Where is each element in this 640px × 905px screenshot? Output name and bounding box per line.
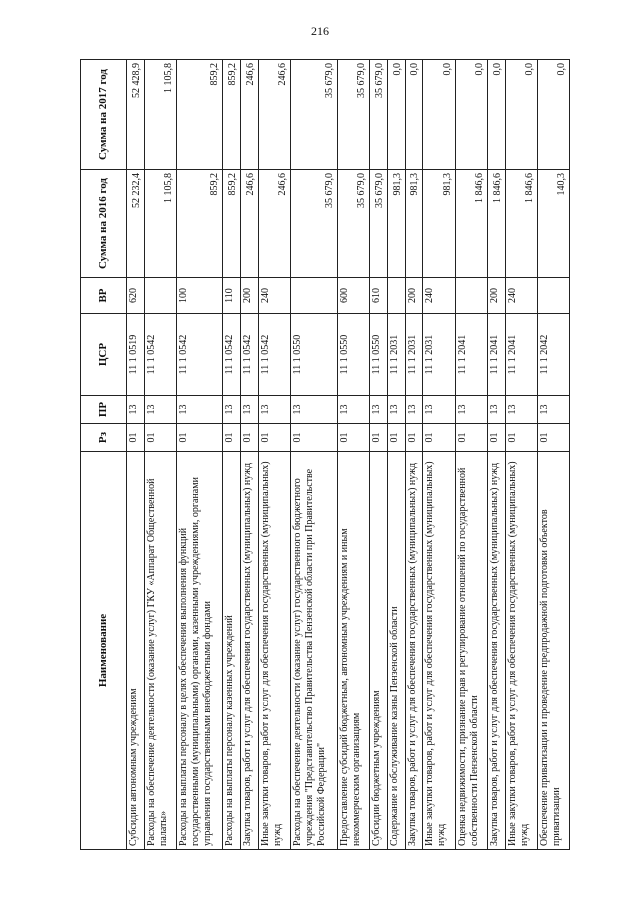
cell-rz: 01 xyxy=(369,424,387,452)
cell-name: Расходы на выплаты персоналу в целях обеспечения выполнения функций государственными (муниципальными) органами, казенными учреждениями, органами управления государственными внебюджетными фондами xyxy=(177,452,223,850)
table-row xyxy=(455,60,487,850)
cell-sum-2017: 35 679,0 xyxy=(291,60,337,170)
cell-csr: 11 1 2031 xyxy=(423,314,455,396)
cell-rz: 01 xyxy=(455,424,487,452)
cell-csr: 11 1 2041 xyxy=(487,314,505,396)
cell-csr: 11 1 0550 xyxy=(337,314,369,396)
cell-sum-2017: 0,0 xyxy=(455,60,487,170)
table-row xyxy=(144,60,176,850)
header-csr: ЦСР xyxy=(81,314,127,396)
header-name: Наименование xyxy=(81,452,127,850)
table-row xyxy=(487,60,505,850)
cell-csr: 11 1 0550 xyxy=(369,314,387,396)
budget-table xyxy=(80,59,570,850)
cell-name: Закупка товаров, работ и услуг для обеспечения государственных (муниципальных) нужд xyxy=(405,452,423,850)
cell-sum-2017: 52 428,9 xyxy=(127,60,145,170)
cell-pr: 13 xyxy=(223,396,241,424)
cell-name: Иные закупки товаров, работ и услуг для обеспечения государственных (муниципальных) нужд xyxy=(423,452,455,850)
cell-name: Субсидии бюджетным учреждениям xyxy=(369,452,387,850)
header-sum-2016: Сумма на 2016 год xyxy=(81,170,127,278)
cell-sum-2017: 1 105,8 xyxy=(144,60,176,170)
cell-name: Обеспечение приватизации и проведение предпродажной подготовки объектов приватизации xyxy=(537,452,569,850)
cell-vr: 620 xyxy=(127,278,145,314)
table-row xyxy=(223,60,241,850)
cell-vr xyxy=(455,278,487,314)
cell-sum-2017: 35 679,0 xyxy=(337,60,369,170)
cell-vr xyxy=(537,278,569,314)
table-row xyxy=(259,60,291,850)
cell-csr: 11 1 2031 xyxy=(405,314,423,396)
cell-vr: 100 xyxy=(177,278,223,314)
cell-sum-2016: 859,2 xyxy=(177,170,223,278)
table-row xyxy=(405,60,423,850)
cell-name: Субсидии автономным учреждениям xyxy=(127,452,145,850)
cell-sum-2016: 981,3 xyxy=(405,170,423,278)
cell-rz: 01 xyxy=(505,424,537,452)
cell-sum-2017: 0,0 xyxy=(487,60,505,170)
cell-name: Закупка товаров, работ и услуг для обеспечения государственных (муниципальных) нужд xyxy=(241,452,259,850)
cell-sum-2016: 981,3 xyxy=(423,170,455,278)
cell-vr: 600 xyxy=(337,278,369,314)
cell-csr: 11 1 0542 xyxy=(241,314,259,396)
header-vr: ВР xyxy=(81,278,127,314)
table-row xyxy=(337,60,369,850)
table-row xyxy=(387,60,405,850)
cell-pr: 13 xyxy=(259,396,291,424)
cell-rz: 01 xyxy=(291,424,337,452)
cell-sum-2016: 52 232,4 xyxy=(127,170,145,278)
cell-pr: 13 xyxy=(405,396,423,424)
cell-name: Расходы на обеспечение деятельности (оказание услуг) ГКУ «Аппарат Общественной палаты» xyxy=(144,452,176,850)
table-row xyxy=(537,60,569,850)
cell-pr: 13 xyxy=(387,396,405,424)
cell-rz: 01 xyxy=(127,424,145,452)
cell-pr: 13 xyxy=(455,396,487,424)
cell-csr: 11 1 0542 xyxy=(223,314,241,396)
cell-sum-2017: 246,6 xyxy=(259,60,291,170)
cell-csr: 11 1 0519 xyxy=(127,314,145,396)
table-row xyxy=(369,60,387,850)
table-row xyxy=(241,60,259,850)
cell-name: Предоставление субсидий бюджетным, автономным учреждениям и иным некоммерческим организациям xyxy=(337,452,369,850)
page-number: 216 xyxy=(311,24,329,38)
cell-csr: 11 1 0542 xyxy=(259,314,291,396)
table-header-row xyxy=(81,60,127,850)
table-row xyxy=(127,60,145,850)
cell-sum-2017: 859,2 xyxy=(177,60,223,170)
cell-sum-2016: 35 679,0 xyxy=(369,170,387,278)
cell-name: Оценка недвижимости, признание прав и регулирование отношений по государственной собственности Пензенской области xyxy=(455,452,487,850)
cell-vr: 240 xyxy=(259,278,291,314)
cell-name: Содержание и обслуживание казны Пензенской области xyxy=(387,452,405,850)
cell-pr: 13 xyxy=(423,396,455,424)
cell-sum-2016: 1 846,6 xyxy=(487,170,505,278)
cell-rz: 01 xyxy=(259,424,291,452)
cell-sum-2016: 246,6 xyxy=(259,170,291,278)
cell-sum-2017: 0,0 xyxy=(505,60,537,170)
cell-pr: 13 xyxy=(241,396,259,424)
header-pr: ПР xyxy=(81,396,127,424)
cell-vr: 200 xyxy=(405,278,423,314)
cell-rz: 01 xyxy=(423,424,455,452)
cell-sum-2016: 1 846,6 xyxy=(455,170,487,278)
cell-name: Иные закупки товаров, работ и услуг для обеспечения государственных (муниципальных) нужд xyxy=(259,452,291,850)
cell-sum-2017: 246,6 xyxy=(241,60,259,170)
cell-sum-2017: 0,0 xyxy=(537,60,569,170)
cell-rz: 01 xyxy=(487,424,505,452)
cell-csr: 11 1 2041 xyxy=(505,314,537,396)
cell-pr: 13 xyxy=(537,396,569,424)
cell-sum-2016: 1 846,6 xyxy=(505,170,537,278)
cell-name: Расходы на обеспечение деятельности (оказание услуг) государственного бюджетного учреждения "Представительство Правительства Пензенской области при Правительстве Российской Федерации" xyxy=(291,452,337,850)
cell-vr: 200 xyxy=(487,278,505,314)
cell-pr: 13 xyxy=(487,396,505,424)
cell-sum-2017: 35 679,0 xyxy=(369,60,387,170)
cell-pr: 13 xyxy=(505,396,537,424)
cell-pr: 13 xyxy=(144,396,176,424)
table-row xyxy=(291,60,337,850)
cell-sum-2017: 859,2 xyxy=(223,60,241,170)
cell-pr: 13 xyxy=(369,396,387,424)
cell-vr: 110 xyxy=(223,278,241,314)
cell-sum-2016: 1 105,8 xyxy=(144,170,176,278)
cell-vr: 610 xyxy=(369,278,387,314)
cell-vr xyxy=(387,278,405,314)
cell-rz: 01 xyxy=(537,424,569,452)
cell-sum-2016: 35 679,0 xyxy=(291,170,337,278)
cell-vr: 200 xyxy=(241,278,259,314)
cell-sum-2016: 246,6 xyxy=(241,170,259,278)
cell-sum-2016: 35 679,0 xyxy=(337,170,369,278)
cell-pr: 13 xyxy=(337,396,369,424)
cell-sum-2016: 859,2 xyxy=(223,170,241,278)
cell-pr: 13 xyxy=(291,396,337,424)
table-row xyxy=(177,60,223,850)
cell-rz: 01 xyxy=(387,424,405,452)
cell-csr: 11 1 2042 xyxy=(537,314,569,396)
cell-sum-2016: 981,3 xyxy=(387,170,405,278)
header-sum-2017: Сумма на 2017 год xyxy=(81,60,127,170)
cell-csr: 11 1 0550 xyxy=(291,314,337,396)
cell-name: Закупка товаров, работ и услуг для обеспечения государственных (муниципальных) нужд xyxy=(487,452,505,850)
cell-vr: 240 xyxy=(423,278,455,314)
cell-rz: 01 xyxy=(241,424,259,452)
table-row xyxy=(505,60,537,850)
cell-sum-2017: 0,0 xyxy=(387,60,405,170)
cell-vr: 240 xyxy=(505,278,537,314)
cell-csr: 11 1 2041 xyxy=(455,314,487,396)
cell-name: Иные закупки товаров, работ и услуг для обеспечения государственных (муниципальных) нужд xyxy=(505,452,537,850)
cell-rz: 01 xyxy=(405,424,423,452)
cell-rz: 01 xyxy=(144,424,176,452)
cell-csr: 11 1 0542 xyxy=(144,314,176,396)
cell-name: Расходы на выплаты персоналу казенных учреждений xyxy=(223,452,241,850)
cell-vr xyxy=(291,278,337,314)
cell-pr: 13 xyxy=(177,396,223,424)
table-body xyxy=(127,60,570,850)
table-row xyxy=(423,60,455,850)
cell-rz: 01 xyxy=(177,424,223,452)
cell-sum-2017: 0,0 xyxy=(423,60,455,170)
header-rz: Рз xyxy=(81,424,127,452)
cell-vr xyxy=(144,278,176,314)
cell-pr: 13 xyxy=(127,396,145,424)
cell-rz: 01 xyxy=(337,424,369,452)
cell-rz: 01 xyxy=(223,424,241,452)
cell-csr: 11 1 2031 xyxy=(387,314,405,396)
cell-sum-2016: 140,3 xyxy=(537,170,569,278)
cell-sum-2017: 0,0 xyxy=(405,60,423,170)
rotated-table-container xyxy=(80,60,570,850)
cell-csr: 11 1 0542 xyxy=(177,314,223,396)
